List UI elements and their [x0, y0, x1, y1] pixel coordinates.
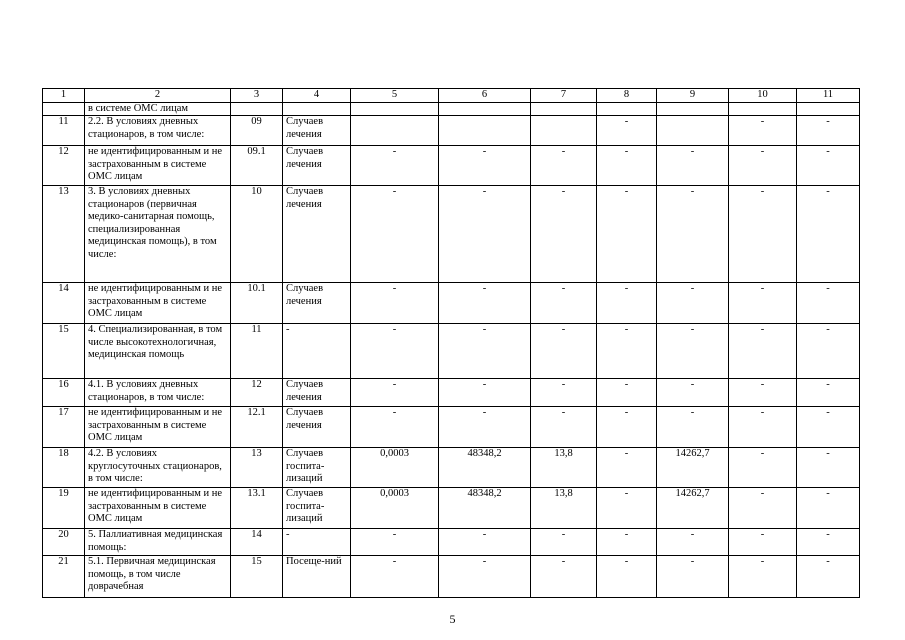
table-cell: - [657, 556, 729, 598]
table-cell: - [729, 379, 797, 407]
table-cell: - [351, 186, 439, 283]
table-cell: Случаев лечения [283, 283, 351, 324]
table-cell: Случаев лечения [283, 407, 351, 448]
column-header: 8 [597, 89, 657, 103]
column-header: 5 [351, 89, 439, 103]
table-cell: 48348,2 [439, 448, 531, 488]
table-cell: - [531, 379, 597, 407]
table-cell: - [351, 146, 439, 186]
table-cell: - [729, 116, 797, 146]
table-cell: 09 [231, 116, 283, 146]
table-cell: - [657, 146, 729, 186]
table-cell: - [283, 324, 351, 379]
table-cell: 10 [231, 186, 283, 283]
table-cell [439, 116, 531, 146]
table-cell: 13.1 [231, 488, 283, 529]
table-cell: - [597, 407, 657, 448]
table-cell: - [597, 324, 657, 379]
table-cell: Случаев госпита-лизаций [283, 488, 351, 529]
table-row [43, 116, 860, 146]
table-cell: - [729, 556, 797, 598]
table-cell: 4.1. В условиях дневных стационаров, в том числе: [85, 379, 231, 407]
header-row [43, 89, 860, 103]
table-cell: в системе ОМС лицам [85, 102, 231, 116]
table-cell: - [797, 116, 860, 146]
table-cell: 12.1 [231, 407, 283, 448]
table-cell: - [729, 283, 797, 324]
table-cell [43, 102, 85, 116]
table-cell: - [797, 186, 860, 283]
table-cell [729, 102, 797, 116]
table-cell: 13,8 [531, 488, 597, 529]
table-cell: Случаев лечения [283, 146, 351, 186]
table-cell: - [351, 407, 439, 448]
table-cell: Случаев лечения [283, 116, 351, 146]
table-row [43, 102, 860, 116]
table-cell: - [531, 407, 597, 448]
table-cell [531, 116, 597, 146]
table-cell: - [797, 448, 860, 488]
table-cell: 14262,7 [657, 448, 729, 488]
table-cell: - [439, 146, 531, 186]
table-cell: - [729, 529, 797, 556]
table-cell: 21 [43, 556, 85, 598]
table-cell: 11 [43, 116, 85, 146]
table-cell [657, 102, 729, 116]
table-cell: 5. Паллиативная медицинская помощь: [85, 529, 231, 556]
table-cell [283, 102, 351, 116]
table-cell: 4.2. В условиях круглосуточных стационаров, в том числе: [85, 448, 231, 488]
table-cell: 13,8 [531, 448, 597, 488]
table-cell: - [797, 556, 860, 598]
table-cell: не идентифицированным и не застрахованным в системе ОМС лицам [85, 407, 231, 448]
table-cell: - [351, 324, 439, 379]
table-cell: - [597, 283, 657, 324]
table-row [43, 146, 860, 186]
table-cell: Случаев госпита-лизаций [283, 448, 351, 488]
table-cell: - [657, 529, 729, 556]
table-cell: 0,0003 [351, 448, 439, 488]
table-cell: - [439, 556, 531, 598]
table-cell: - [439, 529, 531, 556]
table-cell: - [797, 283, 860, 324]
table-row [43, 324, 860, 379]
table-cell: 4. Специализированная, в том числе высокотехнологичная, медицинская помощь [85, 324, 231, 379]
table-cell: - [351, 379, 439, 407]
table-cell: - [351, 556, 439, 598]
table-cell: - [657, 283, 729, 324]
table-cell: 11 [231, 324, 283, 379]
table-cell: - [729, 146, 797, 186]
table-cell: 09.1 [231, 146, 283, 186]
table-row [43, 186, 860, 283]
table-cell: - [729, 324, 797, 379]
table-cell: 5.1. Первичная медицинская помощь, в том числе доврачебная [85, 556, 231, 598]
page-number: 5 [449, 612, 456, 626]
table-cell: - [531, 146, 597, 186]
table-cell: - [797, 488, 860, 529]
table-cell: - [597, 488, 657, 529]
table-cell: 0,0003 [351, 488, 439, 529]
table-cell: - [797, 379, 860, 407]
table-cell: - [531, 186, 597, 283]
table-cell: 13 [231, 448, 283, 488]
table-cell: - [531, 324, 597, 379]
table-cell: 12 [43, 146, 85, 186]
table-cell: 10.1 [231, 283, 283, 324]
data-table [42, 88, 860, 598]
table-cell: 14 [43, 283, 85, 324]
table-cell: - [797, 407, 860, 448]
table-cell: - [597, 448, 657, 488]
table-cell: 14 [231, 529, 283, 556]
column-header: 10 [729, 89, 797, 103]
table-cell: - [531, 283, 597, 324]
table-cell: - [439, 379, 531, 407]
table-cell: - [597, 556, 657, 598]
table-cell: - [797, 529, 860, 556]
table-row [43, 488, 860, 529]
table-cell: - [729, 186, 797, 283]
table-cell: - [797, 324, 860, 379]
table-cell: - [729, 407, 797, 448]
column-header: 4 [283, 89, 351, 103]
table-cell: 16 [43, 379, 85, 407]
table-cell: не идентифицированным и не застрахованным в системе ОМС лицам [85, 283, 231, 324]
table-cell: Посеще-ний [283, 556, 351, 598]
table-cell [797, 102, 860, 116]
column-header: 7 [531, 89, 597, 103]
table-cell [439, 102, 531, 116]
table-cell: - [729, 488, 797, 529]
table-cell: - [351, 283, 439, 324]
table-cell: - [597, 186, 657, 283]
table-cell: 20 [43, 529, 85, 556]
table-cell: - [531, 529, 597, 556]
table-cell: - [657, 186, 729, 283]
table-cell: 14262,7 [657, 488, 729, 529]
table-cell: - [439, 186, 531, 283]
table-cell [657, 116, 729, 146]
table-cell: - [439, 324, 531, 379]
table-cell: - [351, 529, 439, 556]
column-header: 3 [231, 89, 283, 103]
table-cell: Случаев лечения [283, 186, 351, 283]
table-cell: - [597, 116, 657, 146]
table-cell: 19 [43, 488, 85, 529]
table-row [43, 407, 860, 448]
column-header: 6 [439, 89, 531, 103]
table-cell: - [657, 324, 729, 379]
table-cell: 12 [231, 379, 283, 407]
table-body [43, 102, 860, 598]
table-row [43, 379, 860, 407]
table-cell [531, 102, 597, 116]
table-cell: 3. В условиях дневных стационаров (первичная медико-санитарная помощь, специализированная медицинская помощь), в том числе: [85, 186, 231, 283]
table-cell: Случаев лечения [283, 379, 351, 407]
table-cell: - [439, 283, 531, 324]
table-row [43, 283, 860, 324]
table-cell [597, 102, 657, 116]
table-row [43, 556, 860, 598]
table-cell: 15 [43, 324, 85, 379]
column-header: 9 [657, 89, 729, 103]
table-cell: не идентифицированным и не застрахованным в системе ОМС лицам [85, 146, 231, 186]
table-cell: - [657, 379, 729, 407]
table-row [43, 529, 860, 556]
table-cell: 15 [231, 556, 283, 598]
table-cell: - [597, 146, 657, 186]
table-cell: 17 [43, 407, 85, 448]
table-cell: - [797, 146, 860, 186]
table-cell [231, 102, 283, 116]
table-cell: - [597, 379, 657, 407]
table-cell: - [439, 407, 531, 448]
column-header: 11 [797, 89, 860, 103]
table-cell: - [657, 407, 729, 448]
table-cell [351, 102, 439, 116]
table-cell: 2.2. В условиях дневных стационаров, в том числе: [85, 116, 231, 146]
table-cell: - [729, 448, 797, 488]
table-cell: не идентифицированным и не застрахованным в системе ОМС лицам [85, 488, 231, 529]
column-header: 1 [43, 89, 85, 103]
table-cell: 18 [43, 448, 85, 488]
table-cell: - [597, 529, 657, 556]
table-cell [351, 116, 439, 146]
table-cell: 48348,2 [439, 488, 531, 529]
table-cell: 13 [43, 186, 85, 283]
table-row [43, 448, 860, 488]
column-header: 2 [85, 89, 231, 103]
table-cell: - [531, 556, 597, 598]
table-cell: - [283, 529, 351, 556]
